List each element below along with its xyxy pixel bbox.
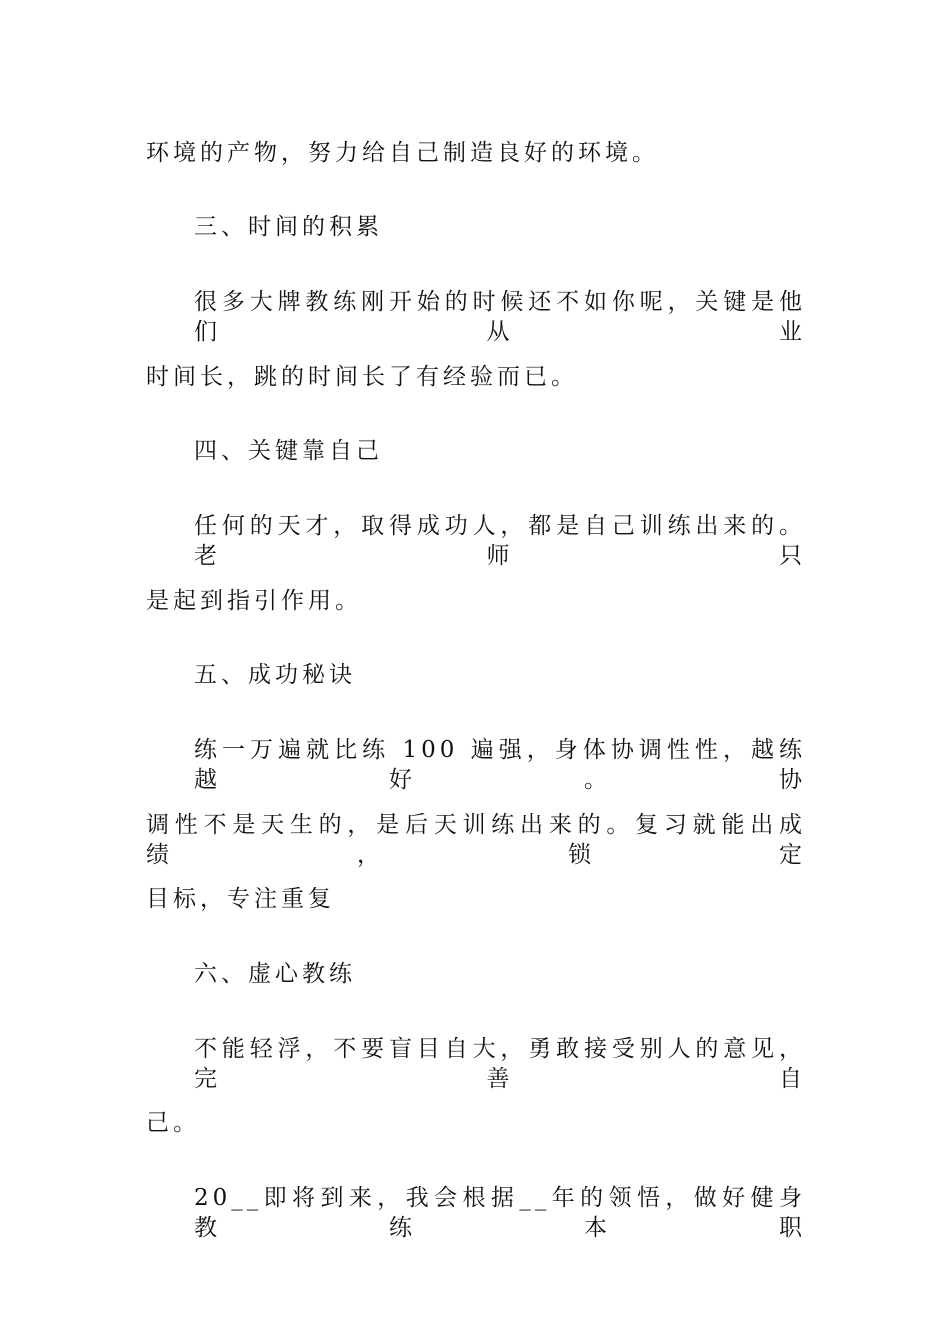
section-heading: 四、关键靠自己 bbox=[194, 438, 383, 464]
paragraph-line: 很多大牌教练刚开始的时候还不如你呢，关键是他们从业 bbox=[194, 289, 806, 345]
paragraph-line: 是起到指引作用。 bbox=[146, 588, 362, 614]
paragraph-line: 不能轻浮，不要盲目自大，勇敢接受别人的意见，完善自 bbox=[194, 1036, 806, 1092]
paragraph-line: 时间长，跳的时间长了有经验而已。 bbox=[146, 364, 578, 390]
paragraph-line: 调性不是天生的，是后天训练出来的。复习就能出成绩，锁定 bbox=[146, 812, 806, 868]
section-heading: 六、虚心教练 bbox=[194, 961, 356, 987]
paragraph-line: 20__即将到来，我会根据__年的领悟，做好健身教练本职 bbox=[194, 1185, 806, 1241]
paragraph-line: 环境的产物，努力给自己制造良好的环境。 bbox=[146, 140, 659, 166]
paragraph-line: 练一万遍就比练 100 遍强，身体协调性性，越练越好。协 bbox=[194, 737, 806, 793]
section-heading: 三、时间的积累 bbox=[194, 214, 383, 240]
paragraph-line: 己。 bbox=[146, 1110, 200, 1136]
section-heading: 五、成功秘诀 bbox=[194, 662, 356, 688]
paragraph-line: 目标，专注重复 bbox=[146, 886, 335, 912]
paragraph-line: 任何的天才，取得成功人，都是自己训练出来的。老师只 bbox=[194, 513, 806, 569]
